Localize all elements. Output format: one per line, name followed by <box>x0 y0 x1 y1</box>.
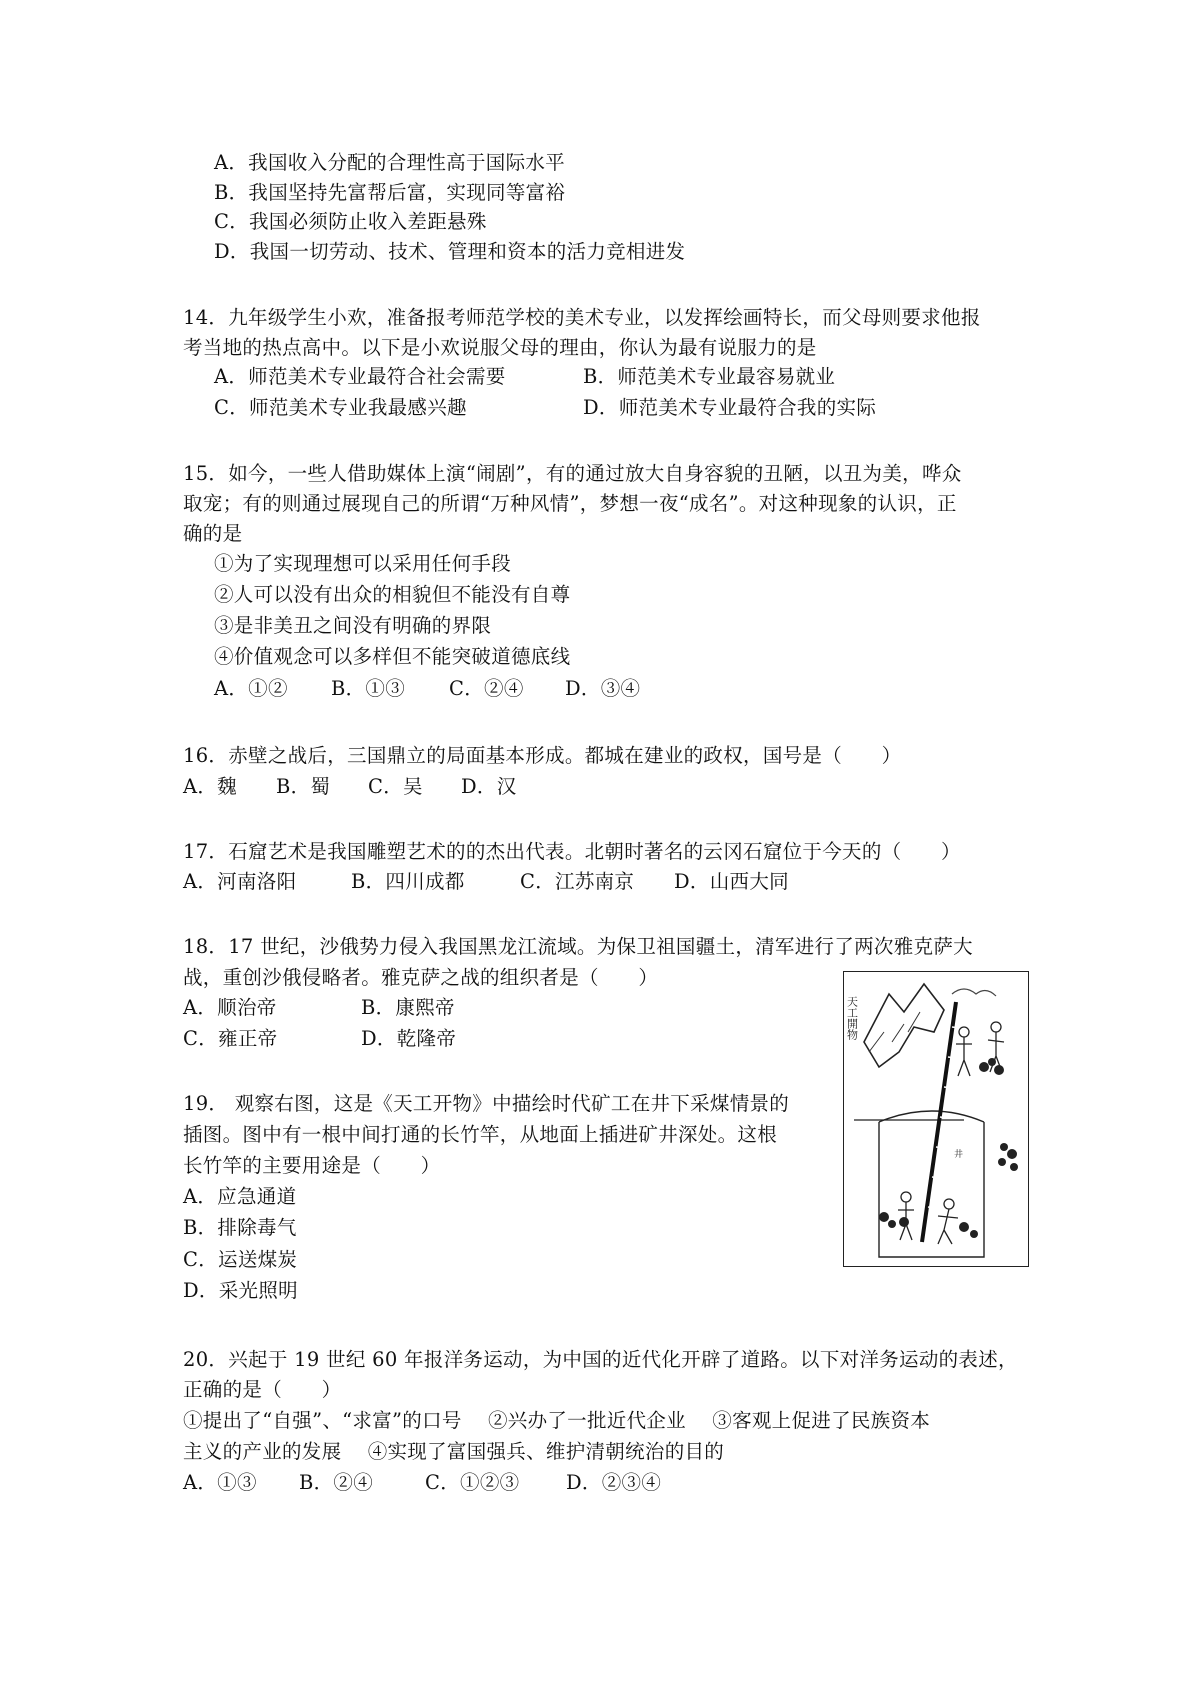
q16-stem: 16．赤壁之战后，三国鼎立的局面基本形成。都城在建业的政权，国号是（ ） <box>183 744 902 767</box>
q18-option-a: A．顺治帝 <box>183 996 277 1019</box>
q19-option-a: A．应急通道 <box>183 1185 297 1208</box>
q15-statement-2: ②人可以没有出众的相貌但不能没有自尊 <box>214 583 571 606</box>
q19-stem-line2: 插图。图中有一根中间打通的长竹竿，从地面上插进矿井深处。这根 <box>183 1123 778 1146</box>
q15-stem-line1: 15．如今，一些人借助媒体上演“闹剧”，有的通过放大自身容貌的丑陋，以丑为美，哗众 <box>183 462 962 485</box>
q13-option-c: C．我国必须防止收入差距悬殊 <box>214 210 487 233</box>
q17-option-c: C．江苏南京 <box>520 870 635 893</box>
q14-option-a: A．师范美术专业最符合社会需要 <box>214 365 506 388</box>
q18-stem-line1: 18．17 世纪，沙俄势力侵入我国黑龙江流域。为保卫祖国疆土，清军进行了两次雅克萨大 <box>183 935 973 958</box>
q19-stem-line3: 长竹竿的主要用途是（ ） <box>183 1154 441 1177</box>
q15-statement-3: ③是非美丑之间没有明确的界限 <box>214 614 492 637</box>
q15-statement-4: ④价值观念可以多样但不能突破道德底线 <box>214 645 571 668</box>
q15-option-d: D．③④ <box>565 677 641 700</box>
q18-option-c: C．雍正帝 <box>183 1027 278 1050</box>
q19-option-b: B．排除毒气 <box>183 1216 297 1239</box>
q14-stem-line2: 考当地的热点高中。以下是小欢说服父母的理由，你认为最有说服力的是 <box>183 336 817 359</box>
mining-illustration <box>843 971 1029 1267</box>
q13-option-d: D．我国一切劳动、技术、管理和资本的活力竞相进发 <box>214 240 686 263</box>
q14-option-d: D．师范美术专业最符合我的实际 <box>583 396 877 419</box>
q19-stem-line1: 19． 观察右图，这是《天工开物》中描绘时代矿工在井下采煤情景的 <box>183 1092 790 1115</box>
q19-option-c: C．运送煤炭 <box>183 1248 298 1271</box>
q16-option-c: C．吴 <box>368 775 423 798</box>
mining-illustration-drawing <box>844 972 1027 1265</box>
q16-option-d: D．汉 <box>461 775 517 798</box>
q17-stem: 17．石窟艺术是我国雕塑艺术的的杰出代表。北朝时著名的云冈石窟位于今天的（ ） <box>183 840 961 863</box>
q18-option-b: B．康熙帝 <box>361 996 455 1019</box>
q17-option-d: D．山西大同 <box>674 870 789 893</box>
shaft-label: 井 <box>954 1150 964 1160</box>
q13-option-b: B．我国坚持先富帮后富，实现同等富裕 <box>214 181 566 204</box>
q17-option-b: B．四川成都 <box>351 870 465 893</box>
q17-option-a: A．河南洛阳 <box>183 870 297 893</box>
q15-option-a: A．①② <box>214 677 288 700</box>
q16-option-b: B．蜀 <box>276 775 331 798</box>
q19-option-d: D．采光照明 <box>183 1279 298 1302</box>
q20-option-b: B．②④ <box>299 1471 374 1494</box>
q15-stem-line3: 确的是 <box>183 522 243 545</box>
q14-option-b: B．师范美术专业最容易就业 <box>583 365 836 388</box>
q14-option-c: C．师范美术专业我最感兴趣 <box>214 396 467 419</box>
q20-stem-line1: 20．兴起于 19 世纪 60 年报洋务运动，为中国的近代化开辟了道路。以下对洋务运动的表述， <box>183 1348 1018 1371</box>
q16-option-a: A．魏 <box>183 775 237 798</box>
q18-stem-line2: 战，重创沙俄侵略者。雅克萨之战的组织者是（ ） <box>183 966 659 989</box>
q20-option-c: C．①②③ <box>425 1471 520 1494</box>
illustration-title: 天工開物 <box>845 996 859 1040</box>
q20-option-a: A．①③ <box>183 1471 257 1494</box>
q15-statement-1: ①为了实现理想可以采用任何手段 <box>214 552 512 575</box>
q15-stem-line2: 取宠；有的则通过展现自己的所谓“万种风情”，梦想一夜“成名”。对这种现象的认识，正 <box>183 492 957 515</box>
q14-stem-line1: 14．九年级学生小欢，准备报考师范学校的美术专业，以发挥绘画特长，而父母则要求他报 <box>183 306 981 329</box>
q18-option-d: D．乾隆帝 <box>361 1027 457 1050</box>
q20-statements-line2: 主义的产业的发展 ④实现了富国强兵、维护清朝统治的目的 <box>183 1440 725 1463</box>
q20-stem-line2: 正确的是（ ） <box>183 1378 342 1401</box>
q20-statements-line1: ①提出了“自强”、“求富”的口号 ②兴办了一批近代企业 ③客观上促进了民族资本 <box>183 1409 931 1432</box>
q15-option-c: C．②④ <box>449 677 524 700</box>
q15-option-b: B．①③ <box>331 677 406 700</box>
q13-option-a: A．我国收入分配的合理性高于国际水平 <box>214 151 565 174</box>
q20-option-d: D．②③④ <box>566 1471 662 1494</box>
